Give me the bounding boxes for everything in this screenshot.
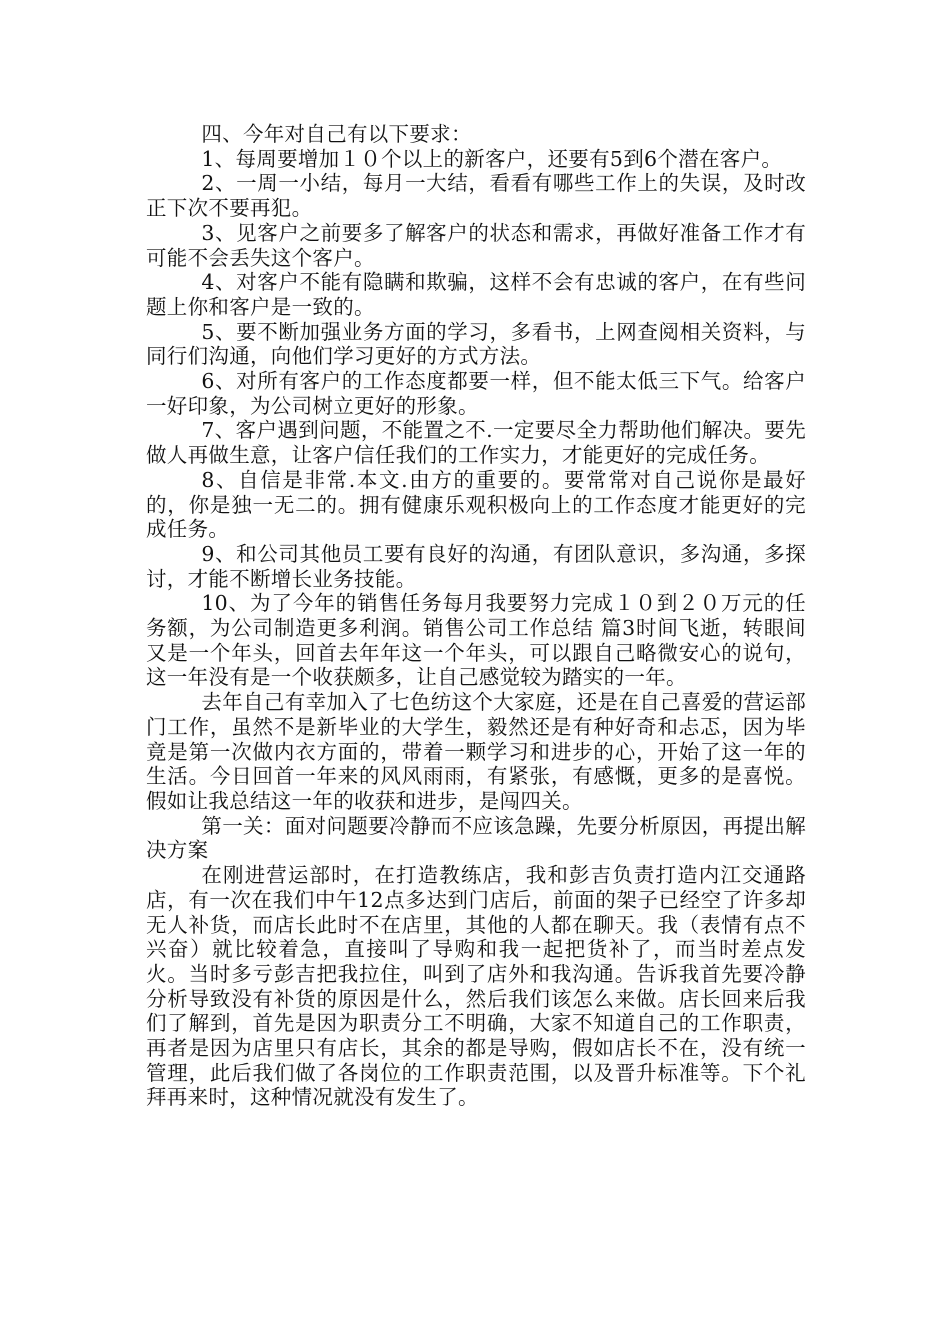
paragraph-story: 在刚进营运部时，在打造教练店，我和彭吉负责打造内江交通路店，有一次在我们中午12点多达到门店后，前面的架子已经空了许多却无人补货，而店长此时不在店里，其他的人都在聊天。我（表情有点不兴奋）就比较着急，直接叫了导购和我一起把货补了，而当时差点发火。当时多亏彭吉把我拉住，叫到了店外和我沟通。告诉我首先要冷静分析导致没有补货的原因是什么，然后我们该怎么来做。店长回来后我们了解到，首先是因为职责分工不明确，大家不知道自己的工作职责，再者是因为店里只有店长，其余的都是导购，假如店长不在，没有统一管理，此后我们做了各岗位的工作职责范围，以及晋升标准等。下个礼拜再来时，这种情况就没有发生了。 <box>146 863 806 1110</box>
paragraph-item-2: 2、一周一小结，每月一大结，看看有哪些工作上的失误，及时改正下次不要再犯。 <box>146 171 806 221</box>
paragraph-item-9: 9、和公司其他员工要有良好的沟通，有团队意识，多沟通，多探讨，才能不断增长业务技能。 <box>146 541 806 591</box>
paragraph-last-year: 去年自己有幸加入了七色纺这个大家庭，还是在自己喜爱的营运部门工作，虽然不是新毕业的大学生，毅然还是有种好奇和忐忑，因为毕竟是第一次做内衣方面的，带着一颗学习和进步的心，开始了这一年的生活。今日回首一年来的风风雨雨，有紧张，有感慨，更多的是喜悦。假如让我总结这一年的收获和进步，是闯四关。 <box>146 690 806 813</box>
paragraph-requirements-heading: 四、今年对自己有以下要求： <box>201 122 472 146</box>
paragraph-item-7: 7、客户遇到问题，不能置之不.一定要尽全力帮助他们解决。要先做人再做生意，让客户信任我们的工作实力，才能更好的完成任务。 <box>146 418 806 468</box>
paragraph-item-8: 8、自信是非常.本文.由方的重要的。要常常对自己说你是最好的，你是独一无二的。拥有健康乐观积极向上的工作态度才能更好的完成任务。 <box>146 467 806 542</box>
paragraph-item-4: 4、对客户不能有隐瞒和欺骗，这样不会有忠诚的客户，在有些问题上你和客户是一致的。 <box>146 270 806 319</box>
paragraph-item-10: 10、为了今年的销售任务每月我要努力完成１０到２０万元的任务额，为公司制造更多利润。销售公司工作总结 篇3时间飞逝，转眼间又是一个年头，回首去年年这一个年头，可以跟自己略微安心的说句，这一年没有是一个收获颇多，让自己感觉较为踏实的一年。 <box>146 591 806 690</box>
paragraph-first-gate: 第一关：面对问题要冷静而不应该急躁，先要分析原因，再提出解决方案 <box>146 813 806 863</box>
paragraph-item-3: 3、见客户之前要多了解客户的状态和需求，再做好准备工作才有可能不会丢失这个客户。 <box>146 220 806 270</box>
paragraph-item-5: 5、要不断加强业务方面的学习，多看书，上网查阅相关资料，与同行们沟通，向他们学习更好的方式方法。 <box>146 319 806 369</box>
paragraph-item-6: 6、对所有客户的工作态度都要一样，但不能太低三下气。给客户一好印象，为公司树立更好的形象。 <box>146 369 806 418</box>
document-body <box>146 122 806 1110</box>
paragraph-item-1: 1、每周要增加１０个以上的新客户，还要有5到6个潜在客户。 <box>201 146 783 171</box>
